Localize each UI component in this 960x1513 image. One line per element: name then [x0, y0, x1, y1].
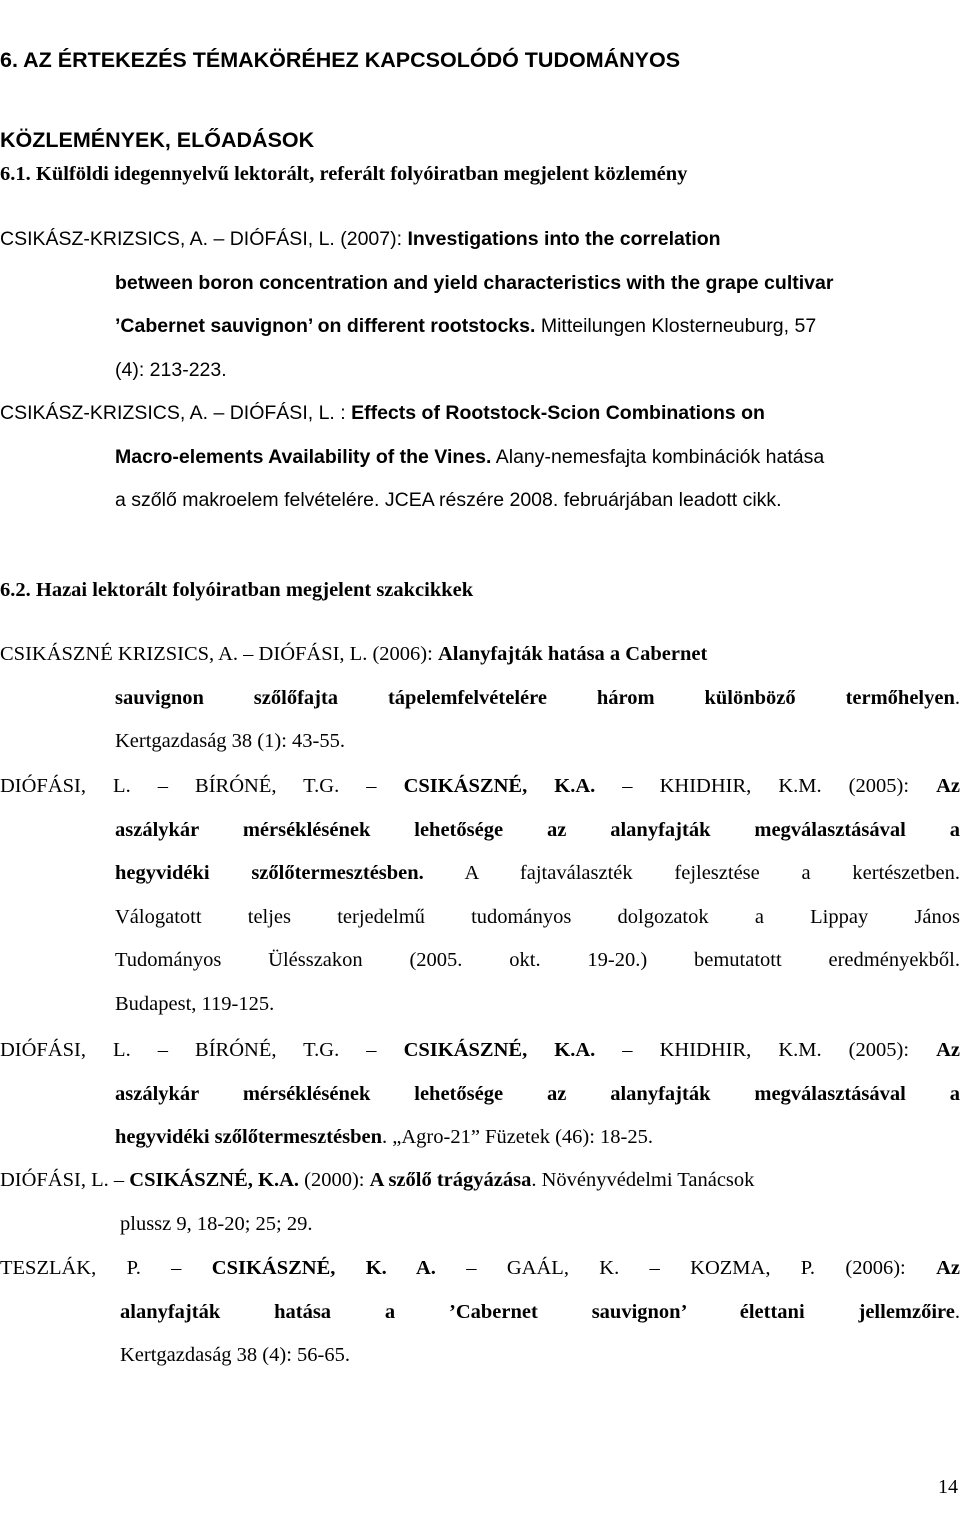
page-number: 14	[938, 1476, 958, 1498]
section-heading-line-1: 6. AZ ÉRTEKEZÉS TÉMAKÖRÉHEZ KAPCSOLÓDÓ TUDOMÁNYOS	[0, 48, 681, 72]
subsection-6-1-title: 6.1. Külföldi idegennyelvű lektorált, referált folyóiratban megjelent közlemény	[0, 163, 688, 185]
reference-entry: CSIKÁSZ-KRIZSICS, A. ‒ DIÓFÁSI, L. (2007): Investigations into the correlation between boron concentration and yield characteristics with the grape cultivar ’Cabernet sauvignon’ on different rootstocks. Mitteilungen Klosterneuburg, 57 (4): 213-223.	[0, 228, 834, 381]
section-heading-line-2: KÖZLEMÉNYEK, ELŐADÁSOK	[0, 128, 315, 152]
reference-entry: DIÓFÁSI, L. ‒ BÍRÓNÉ, T.G. ‒ CSIKÁSZNÉ, K.A. ‒ KHIDHIR, K.M. (2005): Az aszálykár mérséklésének lehetősége az alanyfajták megválasztásával a hegyvidéki szőlőtermesztésben. A fajtaválaszték fejlesztése a kertészetben. Válogatott teljes terjedelmű tudományos dolgozatok a Lippay János Tudományos Ülésszakon (2005. okt. 19-20.) bemutatott eredményekből. Budapest, 119-125.	[0, 775, 960, 1015]
reference-entry: DIÓFÁSI, L. ‒ CSIKÁSZNÉ, K.A. (2000): A szőlő trágyázása. Növényvédelmi Tanácsok plussz 9, 18-20; 25; 29.	[0, 1169, 755, 1235]
reference-entry: DIÓFÁSI, L. ‒ BÍRÓNÉ, T.G. ‒ CSIKÁSZNÉ, K.A. ‒ KHIDHIR, K.M. (2005): Az aszálykár mérséklésének lehetősége az alanyfajták megválasztásával a hegyvidéki szőlőtermesztésben. „Agro-21” Füzetek (46): 18-25.	[0, 1039, 960, 1148]
reference-entry: CSIKÁSZNÉ KRIZSICS, A. ‒ DIÓFÁSI, L. (2006): Alanyfajták hatása a Cabernet sauvignon szőlőfajta tápelemfelvételére három különböző termőhelyen. Kertgazdaság 38 (1): 43-55.	[0, 643, 960, 752]
section-heading	[0, 0, 680, 160]
reference-entry: TESZLÁK, P. ‒ CSIKÁSZNÉ, K. A. ‒ GAÁL, K. ‒ KOZMA, P. (2006): Az alanyfajták hatása a ’Cabernet sauvignon’ élettani jellemzőire. Kertgazdaság 38 (4): 56-65.	[0, 1257, 960, 1366]
reference-entry: CSIKÁSZ-KRIZSICS, A. ‒ DIÓFÁSI, L. : Effects of Rootstock-Scion Combinations on Macro-elements Availability of the Vines. Alany-nemesfajta kombinációk hatása a szőlő makroelem felvételére. JCEA részére 2008. februárjában leadott cikk.	[0, 402, 825, 511]
subsection-6-2-title: 6.2. Hazai lektorált folyóiratban megjelent szakcikkek	[0, 579, 474, 601]
